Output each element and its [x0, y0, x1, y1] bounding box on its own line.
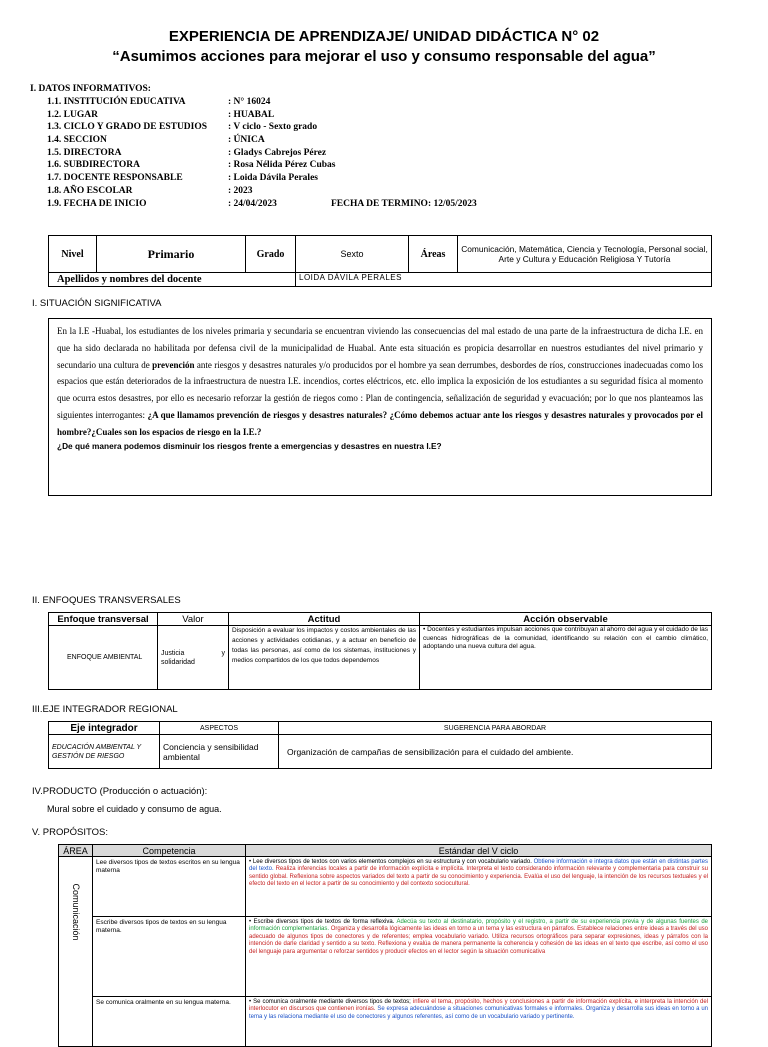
datos-extra: FECHA DE TERMINO: 12/05/2023 — [331, 198, 477, 209]
datos-key: 1.2. LUGAR — [47, 109, 98, 120]
enfoques-header-actitud: Actitud — [229, 613, 420, 626]
datos-key: 1.4. SECCION — [47, 135, 107, 146]
aspectos-value: Conciencia y sensibilidad ambiental — [160, 735, 279, 769]
docente-value: LOIDA DÁVILA PERALES — [296, 273, 712, 287]
estandar-segment: Obtiene información e integra datos que están en distintas partes del texto. — [249, 859, 708, 873]
situacion-heading: I. SITUACIÓN SIGNIFICATIVA — [32, 298, 162, 309]
propositos-header-competencia: Competencia — [93, 845, 246, 857]
datos-value: : Loida Dávila Perales — [228, 173, 318, 184]
estandar-segment: Organiza y desarrolla lógicamente las ideas en torno a un tema y las estructura en párrafos. Establece relaciones entre ideas a través del uso adecuado de algunos tipos de conectores y de referentes; emplea vocabulario variado. Utiliza recursos ortográficos para separar expresiones, ideas y párrafos con la intención de darle claridad y sentido a su texto. Reflexiona y evalúa de manera permanente la coherencia y cohesión de las ideas en el texto que escribe, así como el uso del lenguaje para argumentar o reforzar sentidos y producir efectos en el lector según la situación comunicativa — [249, 926, 708, 955]
eje-heading: III.EJE INTEGRADOR REGIONAL — [32, 704, 178, 715]
estandar-segment: Escribe diversos tipos de textos de forma reflexiva. — [253, 919, 397, 925]
estandar-segment: Realiza inferencias locales a partir de información explícita e implícita. Interpreta el texto considerando información relevante y complementaria para construir su sentido global. Reflexiona sobre aspectos variados del texto a partir de su conocimiento y experiencia. Evalúa el uso del lenguaje, la intención de los recursos textuales y el efecto del texto en el lector a partir de su conocimiento y del contexto sociocultural. — [249, 866, 708, 888]
sugerencia-value: Organización de campañas de sensibilización para el cuidado del ambiente. — [279, 735, 712, 769]
datos-key: 1.1. INSTITUCIÓN EDUCATIVA — [47, 97, 186, 107]
grado-value: Sexto — [296, 236, 409, 273]
eje-header-sugerencia: SUGERENCIA PARA ABORDAR — [279, 722, 712, 735]
eje-table — [48, 721, 712, 769]
eje-value: EDUCACIÓN AMBIENTAL Y GESTIÓN DE RIESGO — [49, 735, 160, 769]
propositos-header-area: ÁREA — [59, 845, 93, 857]
enfoques-table — [48, 612, 712, 690]
datos-key: 1.3. CICLO Y GRADO DE ESTUDIOS — [47, 122, 208, 133]
grado-label: Grado — [246, 236, 296, 273]
nivel-table — [48, 235, 712, 287]
competencia-escribe: Escribe diversos tipos de textos en su lengua materna. — [93, 917, 246, 997]
eje-header-eje: Eje integrador — [49, 722, 160, 735]
datos-value: : N° 16024 — [228, 97, 271, 107]
producto-value: Mural sobre el cuidado y consumo de agua. — [47, 804, 222, 814]
enfoque-value: ENFOQUE AMBIENTAL — [49, 626, 158, 690]
estandar-oral: • Se comunica oralmente mediante diversos tipos de textos; infiere el tema, propósito, hechos y conclusiones a partir de información explícita, e interpreta la intención del interlocutor en discursos que contienen ironías. Se expresa adecuándose a situaciones comunicativas formales e informales. Organiza y desarrolla sus ideas en torno a un tema y las relaciona mediante el uso de conectores y algunos referentes, así como de un vocabulario variado y pertinente. — [246, 997, 712, 1047]
situacion-text-box — [48, 318, 712, 496]
estandar-segment: Lee diversos tipos de textos con varios elementos complejos en su estructura y con vocabulario variado. — [252, 859, 534, 865]
datos-value: : HUABAL — [228, 109, 275, 120]
enfoques-header-valor: Valor — [158, 613, 229, 626]
estandar-segment: infiere el tema, propósito, hechos y conclusiones a partir de información explícita, e interpreta la intención del interlocutor en discursos que contienen ironías. — [249, 999, 708, 1013]
estandar-escribe: • Escribe diversos tipos de textos de forma reflexiva. Adecúa su texto al destinatario, propósito y el registro, a partir de su experiencia previa y de algunas fuentes de información complementarias. Organiza y desarrolla lógicamente las ideas en torno a un tema y las estructura en párrafos. Establece relaciones entre ideas a través del uso adecuado de algunos tipos de conectores y de referentes; emplea vocabulario variado. Utiliza recursos ortográficos para separar expresiones, ideas y párrafos con la intención de darle claridad y sentido a su texto. Reflexiona y evalúa de manera permanente la coherencia y cohesión de las ideas en el texto que escribe, así como el uso del lenguaje para argumentar o reforzar sentidos y producir efectos en el lector según la situación comunicativa — [246, 917, 712, 997]
enfoques-header-enfoque: Enfoque transversal — [49, 613, 158, 626]
datos-value: : 24/04/2023 — [228, 198, 277, 209]
situacion-p1: En la I.E -Huabal, los estudiantes de los niveles primaria y secundaria se encuentran viviendo las consecuencias del mal estado de una parte de la infraestructura de dicha I.E. en que ha sido declarada no habilitada por defensa civil de la municipalidad de Huabal. Ante esta situación es propicia desarrollar en nuestros estudiantes del nivel primario y secundario una cultura de — [57, 326, 703, 370]
datos-value: : Gladys Cabrejos Pérez — [228, 147, 327, 158]
enfoques-header-accion: Acción observable — [420, 613, 712, 626]
datos-key: 1.6. SUBDIRECTORA — [47, 160, 140, 171]
situacion-questions: ¿A que llamamos prevención de riesgos y desastres naturales? ¿Cómo debemos actuar ante los riesgos y desastres naturales y provocados por el hombre?¿Cuales son los espacios de riesgo en la I.E.? — [57, 409, 703, 437]
situacion-question-final: ¿De qué manera podemos disminuir los riesgos frente a emergencias y desastres en nuestra I.E? — [57, 440, 442, 451]
estandar-lee: • Lee diversos tipos de textos con varios elementos complejos en su estructura y con vocabulario variado. Obtiene información e integra datos que están en distintas partes del texto. Realiza inferencias locales a partir de información explícita e implícita. Interpreta el texto considerando información relevante y complementaria para construir su sentido global. Reflexiona sobre aspectos variados del texto a partir de su conocimiento y experiencia. Evalúa el uso del lenguaje, la intención de los recursos textuales y el efecto del texto en el lector a partir de su conocimiento y del contexto sociocultural. — [246, 857, 712, 917]
datos-key: 1.9. FECHA DE INICIO — [47, 198, 147, 209]
areas-value: Comunicación, Matemática, Ciencia y Tecnología, Personal social, Arte y Cultura y Educación Religiosa Y Tutoría — [458, 236, 712, 273]
datos-key: 1.5. DIRECTORA — [47, 147, 122, 158]
propositos-header-estandar: Estándar del V ciclo — [246, 845, 712, 857]
competencia-oral: Se comunica oralmente en su lengua materna. — [93, 997, 246, 1047]
docente-label: Apellidos y nombres del docente — [49, 273, 296, 287]
document-subtitle: “Asumimos acciones para mejorar el uso y consumo responsable del agua” — [112, 48, 656, 65]
estandar-segment: Se expresa adecuándose a situaciones comunicativas formales e informales. Organiza y desarrolla sus ideas en torno a un tema y las relaciona mediante el uso de conectores y algunos referentes, así como de un vocabulario variado y pertinente. — [249, 1006, 708, 1020]
accion-value: • Docentes y estudiantes impulsan acciones que contribuyan al ahorro del agua y el cuidado de las cuencas hidrográficas de la comunidad, identificando su relación con el cambio climático, adoptando una nueva cultura del agua. — [420, 626, 712, 690]
datos-value: : Rosa Nélida Pérez Cubas — [228, 160, 336, 171]
enfoques-heading: II. ENFOQUES TRANSVERSALES — [32, 595, 181, 606]
area-cell — [59, 857, 93, 1047]
valor-value: Justicia y solidaridad — [158, 626, 229, 690]
areas-label: Áreas — [409, 236, 458, 273]
producto-heading: IV.PRODUCTO (Producción o actuación): — [32, 786, 208, 797]
situacion-p1-bold: prevención — [152, 359, 195, 370]
eje-header-aspectos: ASPECTOS — [160, 722, 279, 735]
nivel-label: Nivel — [49, 236, 97, 273]
nivel-value: Primario — [97, 236, 246, 273]
datos-key: 1.8. AÑO ESCOLAR — [47, 185, 133, 196]
propositos-heading: V. PROPÓSITOS: — [32, 827, 109, 838]
estandar-segment: Se comunica oralmente mediante diversos tipos de textos; — [253, 999, 413, 1005]
propositos-table — [58, 844, 712, 1047]
actitud-value: Disposición a evaluar los impactos y costos ambientales de las acciones y actividades cotidianas, y a actuar en beneficio de todas las personas, así como de los sistemas, instituciones y medios compartidos de los que todos dependemos — [229, 626, 420, 690]
datos-value: : 2023 — [228, 185, 253, 196]
datos-heading: I. DATOS INFORMATIVOS: — [30, 84, 151, 94]
datos-key: 1.7. DOCENTE RESPONSABLE — [47, 173, 183, 184]
competencia-lee: Lee diversos tipos de textos escritos en su lengua materna — [93, 857, 246, 917]
estandar-segment: Adecúa su texto al destinatario, propósito y el registro, a partir de su experiencia previa y de algunas fuentes de información complementarias. — [249, 919, 708, 933]
area-label: Comunicación — [70, 883, 81, 941]
document-title: EXPERIENCIA DE APRENDIZAJE/ UNIDAD DIDÁCTICA N° 02 — [168, 28, 600, 45]
situacion-p2: ante riesgos y desastres naturales y/o producidos por el hombre ya sean derrumbes, desbordes de ríos, construcciones inadecuadas como los espacios que están deteriorados de la infraestructura de nuestra I.E. incendios, cortes eléctricos, etc. ello implica la exposición de los estudiantes a su seguridad física al momento que ocurra estos desastres, por ello es necesario reforzar la gestión de riegos como : Plan de contingencia, señalización de seguridad y evacuación; por lo que nos planteamos las siguientes interrogantes: — [57, 359, 704, 420]
datos-value: : V ciclo - Sexto grado — [228, 122, 318, 133]
datos-value: : ÚNICA — [228, 135, 265, 146]
